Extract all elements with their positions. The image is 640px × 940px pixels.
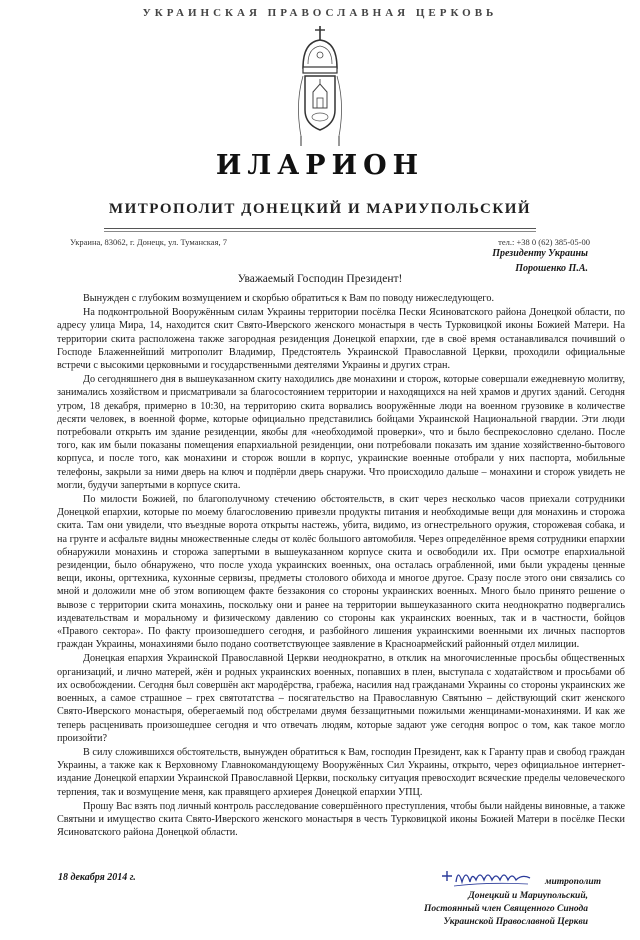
church-header: УКРАИНСКАЯ ПРАВОСЛАВНАЯ ЦЕРКОВЬ (142, 7, 498, 19)
recipient-block (492, 246, 588, 276)
letter-date: 18 декабря 2014 г. (58, 872, 136, 883)
paragraph: Донецкая епархия Украинской Православной Церкви неоднократно, в отклик на многочисленные просьбы общественных организаций, и лично матерей, жён и родных украинских военных, попавших в плен, выступала с ходатайством и просьбами об их освобождении. Сегодня был совершён акт мародёрства, грабежа, насилия над гражданами Украины со стороны украинских же военных, а самое страшное – грех святотатства – посягательство на Православную Святыню – действующий скит женского Свято-Иверского монастыря, оберегаемый под обстрелами двумя беззащитными пожилыми женщинами-монахинями. И как же теперь расценивать произошедшее сегодня и что отвечать людям, которые задают уже сегодня вопрос о том, как такое могло произойти? (57, 653, 625, 744)
signatory-role: митрополит (545, 877, 602, 887)
author-name: ИЛАРИОН (215, 150, 425, 181)
signatory-line: Постоянный член Священного Синода (423, 904, 588, 914)
author-office: МИТРОПОЛИТ ДОНЕЦКИЙ И МАРИУПОЛЬСКИЙ (108, 201, 532, 217)
recipient-title: Президенту Украины (492, 248, 588, 259)
letter-body (57, 292, 625, 840)
handwritten-signature (438, 862, 534, 890)
paragraph: Вынужден с глубоким возмущением и скорбью обратиться к Вам по поводу нижеследующего. (83, 293, 494, 304)
signatory-line: Украинской Православной Церкви (443, 917, 588, 927)
letterhead-address: Украина, 83062, г. Донецк, ул. Туманская, 7 (70, 237, 227, 247)
paragraph: В силу сложившихся обстоятельств, вынужден обратиться к Вам, господин Президент, как к Гаранту прав и свобод граждан Украины, а также как к Верховному Главнокомандующему Вооружённых Сил Украины, открыто, через официальное интернет-издание Донецкой епархии Украинской Православной Церкви, поскольку ситуация превосходит всяческие пределы человеческого терпения, так и возмущение меня, как правящего архиерея Донецкой епархии УПЦ. (57, 746, 625, 798)
paragraph: На подконтрольной Вооружённым силам Украины территории посёлка Пески Ясиноватского района Донецкой области, по адресу улица Мира, 14, находится скит Свято-Иверского женского монастыря в честь Турковицкой иконы Божией Матери. На территории скита расположена также загородная резиденция Донецкой епархии, где в своё время останавливался почивший о Господе Блаженнейший митрополит Владимир, Предстоятель Украинской Православной Церкви, проходили официальные встречи с высокими церковными и государственными деятелями Украины и других стран. (57, 307, 625, 372)
signatory-block (424, 890, 588, 929)
church-emblem-icon (291, 24, 349, 154)
paragraph: По милости Божией, по благополучному стечению обстоятельств, в скит через несколько часов приехали сотрудники Донецкой епархии, которые по моему благословению привезли продукты питания и необходимые вещи для монахинь и сторожа скита. Там они увидели, что въездные ворота открыты настежь, убита, видимо, из огнестрельного оружия, сторожевая собака, и на грунте и асфальте видны множественные следы от колёс большого автомобиля. Через определённое время сотрудники епархии обнаружили монахинь и сторожа запертыми в вышеуказанном корпусе скита и освободили их. При осмотре епархиальной резиденции, было обнаружено, что после ухода украинских военных, она осталась ограбленной, ими были украдены ценные вещи, иконы, оргтехника, кухонные сервизы, предметы столового обихода и многое другое. Сразу после этого они связались со мной и доложили мне об этом вопиющем факте беззакония со стороны украинских военных. Много было принято решение о вывозе с территории скита монахинь, поскольку они и ранее на территории вышеуказанного скита неоднократно подвергались издевательствам и моральному и физическому давлению со стороны как украинских военных, так и в частности, бойцов «Правого сектора». По факту произошедшего сегодня, и разбойного лишения украинскими военными их личных паспортов граждан Украины, монахинями было подано соответствующее заявление в Красноармейский районный отдел милиции. (57, 494, 625, 651)
paragraph: Прошу Вас взять под личный контроль расследование совершённого преступления, чтобы были найдены виновные, а также Святыни и имущество скита Свято-Иверского женского монастыря в честь Турковицкой иконы Божией Матери в посёлке Пески Ясиноватского района Донецкой области. (57, 800, 625, 839)
paragraph: До сегодняшнего дня в вышеуказанном скиту находились две монахини и сторож, которые совершали ежедневную молитву, занимались хозяйством и присматривали за благосостоянием территории и находящихся на ней храмов и других зданий. Сегодня утром, 18 декабря, примерно в 10:30, на территорию скита ворвались вооружённые люди на военном грузовике в количестве десяти человек, в военной форме, которые официально представились бойцами Украинской Национальной гвардии. Эти люди потребовали открыть им здание резиденции, якобы для «необходимой проверки», что и было беспрекословно сделано. После того, как им были показаны помещения епархиальной резиденции, они потребовали показать им здание хозяйственно-бытового корпуса, и после того, как монахини и сторож вошли в корпус, украинские военные отобрали у них паспорта, мобильные телефоны, закрыли за ними дверь на ключ и подпёрли дверь снаружи. Что происходило дальше – монахини и сторож увидеть не могли, будучи запертыми в корпусе скита. (57, 374, 625, 491)
letterhead-phone: тел.: +38 0 (62) 385-05-00 (498, 237, 590, 247)
salutation: Уважаемый Господин Президент! (237, 273, 403, 285)
recipient-name: Порошенко П.А. (515, 263, 588, 274)
header-divider-thin (104, 231, 536, 232)
header-divider (104, 228, 536, 229)
signatory-line: Донецкий и Мариупольский, (468, 891, 588, 901)
